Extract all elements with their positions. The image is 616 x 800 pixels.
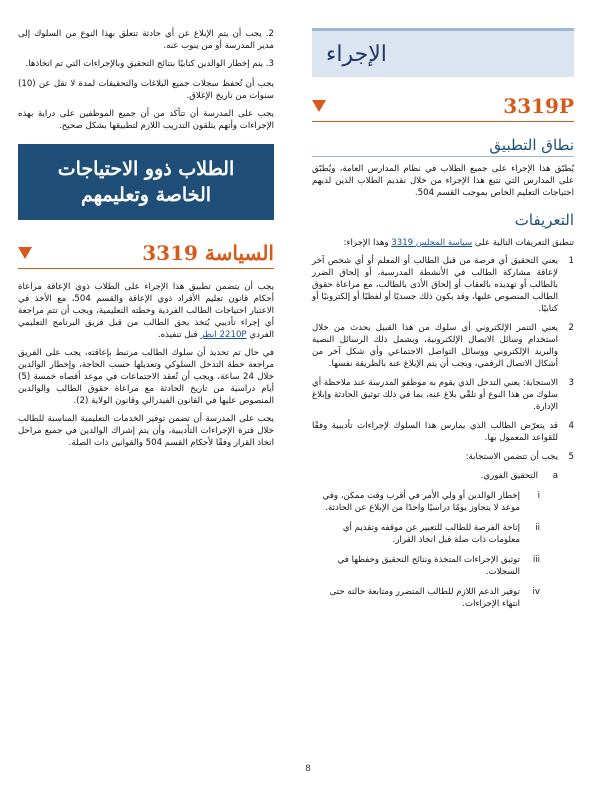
policy-title: الطلاب ذوو الاحتياجات الخاصة وتعليمهم <box>57 158 235 206</box>
top-paragraph: 3. يتم إخطار الوالدين كتابيًا بنتائج التحقيق وبالإجراءات التي تم اتخاذها. <box>25 59 274 69</box>
definitions-intro-pre: تنطبق التعريفات التالية على <box>472 238 574 248</box>
item-number: 5 <box>568 452 574 462</box>
policy-paragraph-1 <box>18 281 274 341</box>
triangle-icon <box>312 100 326 112</box>
top-paragraph: 2. يجب أن يتم الإبلاغ عن أي حادثة تتعلق بهذا النوع من السلوك إلى مدير المدرسة أو من ينوب عنه. <box>18 29 274 51</box>
item-number: iv <box>532 587 540 597</box>
sub-sub-list <box>312 490 558 610</box>
item-text: إتاحة الفرصة للطالب للتعبير عن موقفه وتقديم أي معلومات ذات صلة قبل اتخاذ القرار. <box>342 523 520 545</box>
procedure-column <box>312 28 574 618</box>
item-text: قد يتعرّض الطالب الذي يمارس هذا السلوك لإجراءات تأديبية وفقًا للقواعد المعمول بها. <box>312 421 558 443</box>
retention-paragraph: يجب أن تُحفظ سجلات جميع البلاغات والتحقيقات لمدة لا تقل عن (10) سنوات من تاريخ الإغلاق. <box>18 79 274 101</box>
item-text: إخطار الوالدين أو ولي الأمر في أقرب وقت ممكن، وفي موعد لا يتجاوز يومًا دراسيًا واحدًا من الإبلاغ عن الحادثة. <box>322 491 520 513</box>
list-item <box>312 522 540 546</box>
item-number: ii <box>535 523 540 533</box>
page-number: 8 <box>305 764 311 774</box>
policy-number: السياسة 3319 <box>142 241 274 265</box>
item-number: iii <box>532 555 540 565</box>
item-number: 3 <box>568 378 574 388</box>
list-item <box>312 255 574 315</box>
definitions-intro-post: وهذا الإجراء: <box>343 238 392 248</box>
list-item <box>312 420 574 444</box>
list-item <box>312 554 540 578</box>
item-text: يجب أن تتضمن الاستجابة: <box>465 452 558 462</box>
item-text: الاستجابة: يعني التدخل الذي يقوم به موظفو المدرسة عند ملاحظة أي سلوك من هذا النوع أو تلقّي بلاغ عنه، بما في ذلك توثيق الحادثة وإبلاغ الإدارة. <box>312 378 558 412</box>
policy-column <box>18 28 274 455</box>
list-item <box>312 322 574 370</box>
sub-item-label: a <box>552 471 558 481</box>
definitions-list <box>312 255 574 463</box>
policy-paragraph-3: يجب على المدرسة أن تضمن توفير الخدمات التعليمية المناسبة للطالب خلال فترة الإجراءات التأديبية، وأن يتم إشراك الوالدين في جميع مراحل اتخاذ القرار وفقًا لأحكام القسم 504 والقوانين ذات الصلة. <box>18 414 274 448</box>
sub-list <box>312 470 574 610</box>
sub-item-title: التحقيق الفوري. <box>480 471 538 481</box>
list-item <box>312 451 574 463</box>
paragraph-text: يجب أن يتضمن تطبيق هذا الإجراء على الطلاب ذوي الإعاقة مراعاة أحكام قانون تعليم الأفراد ذوي الإعاقة والقسم 504، مع الأخذ في الاعتبار احتياجات الطالب الفردية وخطته التعليمية، ويجب أن تتم مراجعة أي إجراء تأديبي يُتخذ بحق الطالب من قبل فريق البرنامج التعليمي الفردي <box>18 282 274 340</box>
policy-paragraph-2: في حال تم تحديد أن سلوك الطالب مرتبط بإعاقته، يجب على الفريق مراجعة خطة التدخل السلوكي وتعديلها حسب الحاجة، وإخطار الوالدين خلال 24 ساعة، ويجب أن تُعقد الاجتماعات في موعد أقصاه خمسة (5) أيام دراسية من تاريخ الحادثة مع مراعاة حقوق الطالب والوالدين المنصوص عليها في القانون الفيدرالي وقانون الولاية (2). <box>18 348 274 406</box>
policy-title-box <box>18 144 274 220</box>
procedure-header <box>312 28 574 77</box>
scope-text: يُطبّق هذا الإجراء على جميع الطلاب في نظام المدارس العامة، ويُطبّق على المدارس التي تتبع هذا الإجراء من خلال تقديم الطلاب الذين لديهم احتياجات التعليم الخاص بموجب القسم 504. <box>312 164 574 198</box>
item-text: توثيق الإجراءات المتخذة ونتائج التحقيق وحفظها في السجلات. <box>337 555 520 577</box>
item-text: يعني التنمر الإلكتروني أي سلوك من هذا القبيل يحدث من خلال استخدام وسائل الاتصال الإلكترونية، ويشمل ذلك الرسائل النصية والبريد الإلكتروني ووسائل التواصل الاجتماعي وأي شكل آخر من أشكال الاتصال الرقمي، ويجب أن يتم الإبلاغ عنه بالطريقة نفسها. <box>312 323 558 369</box>
procedure-label: الإجراء <box>326 41 387 67</box>
item-text: يعني التحقيق أي فرصة من قبل الطالب أو المعلم أو أي شخص آخر لإعاقة مشاركة الطالب في الأنشطة المدرسية، أو إلحاق الضرر بالطالب أو تهديده بالعقاب أو إلحاق الأذى بالطالب، مع مراعاة حقوق الطالب المنصوص عليها، وقد يكون ذلك جسديًا أو لفظيًا أو إلكترونيًا أو كتابيًا. <box>312 256 558 314</box>
item-number: i <box>537 491 540 501</box>
list-item <box>312 490 540 514</box>
list-item <box>312 586 540 610</box>
definitions-intro <box>312 237 574 249</box>
sub-item-a <box>312 470 558 482</box>
policy-number-line <box>18 238 274 269</box>
triangle-icon <box>18 247 32 259</box>
item-number: 2 <box>568 323 574 333</box>
item-number: 4 <box>568 421 574 431</box>
item-text: توفير الدعم اللازم للطالب المتضرر ومتابعة حالته حتى انتهاء الإجراءات. <box>329 587 520 609</box>
paragraph-text: قبل تنفيذه. <box>157 330 201 340</box>
procedure-number: 3319P <box>503 94 574 118</box>
item-number: 1 <box>568 256 574 266</box>
list-item <box>312 377 574 413</box>
policy-link[interactable]: سياسة المجلس 3319 <box>391 238 473 248</box>
reference-link[interactable]: 2210P انظر <box>200 330 247 340</box>
training-paragraph: يجب على المدرسة أن تتأكد من أن جميع الموظفين على دراية بهذه الإجراءات وأنهم يتلقون التدريب اللازم لتطبيقها بشكل صحيح. <box>18 109 274 131</box>
scope-heading: نطاق التطبيق <box>312 136 574 157</box>
procedure-number-line <box>312 91 574 122</box>
definitions-heading: التعريفات <box>514 211 574 229</box>
